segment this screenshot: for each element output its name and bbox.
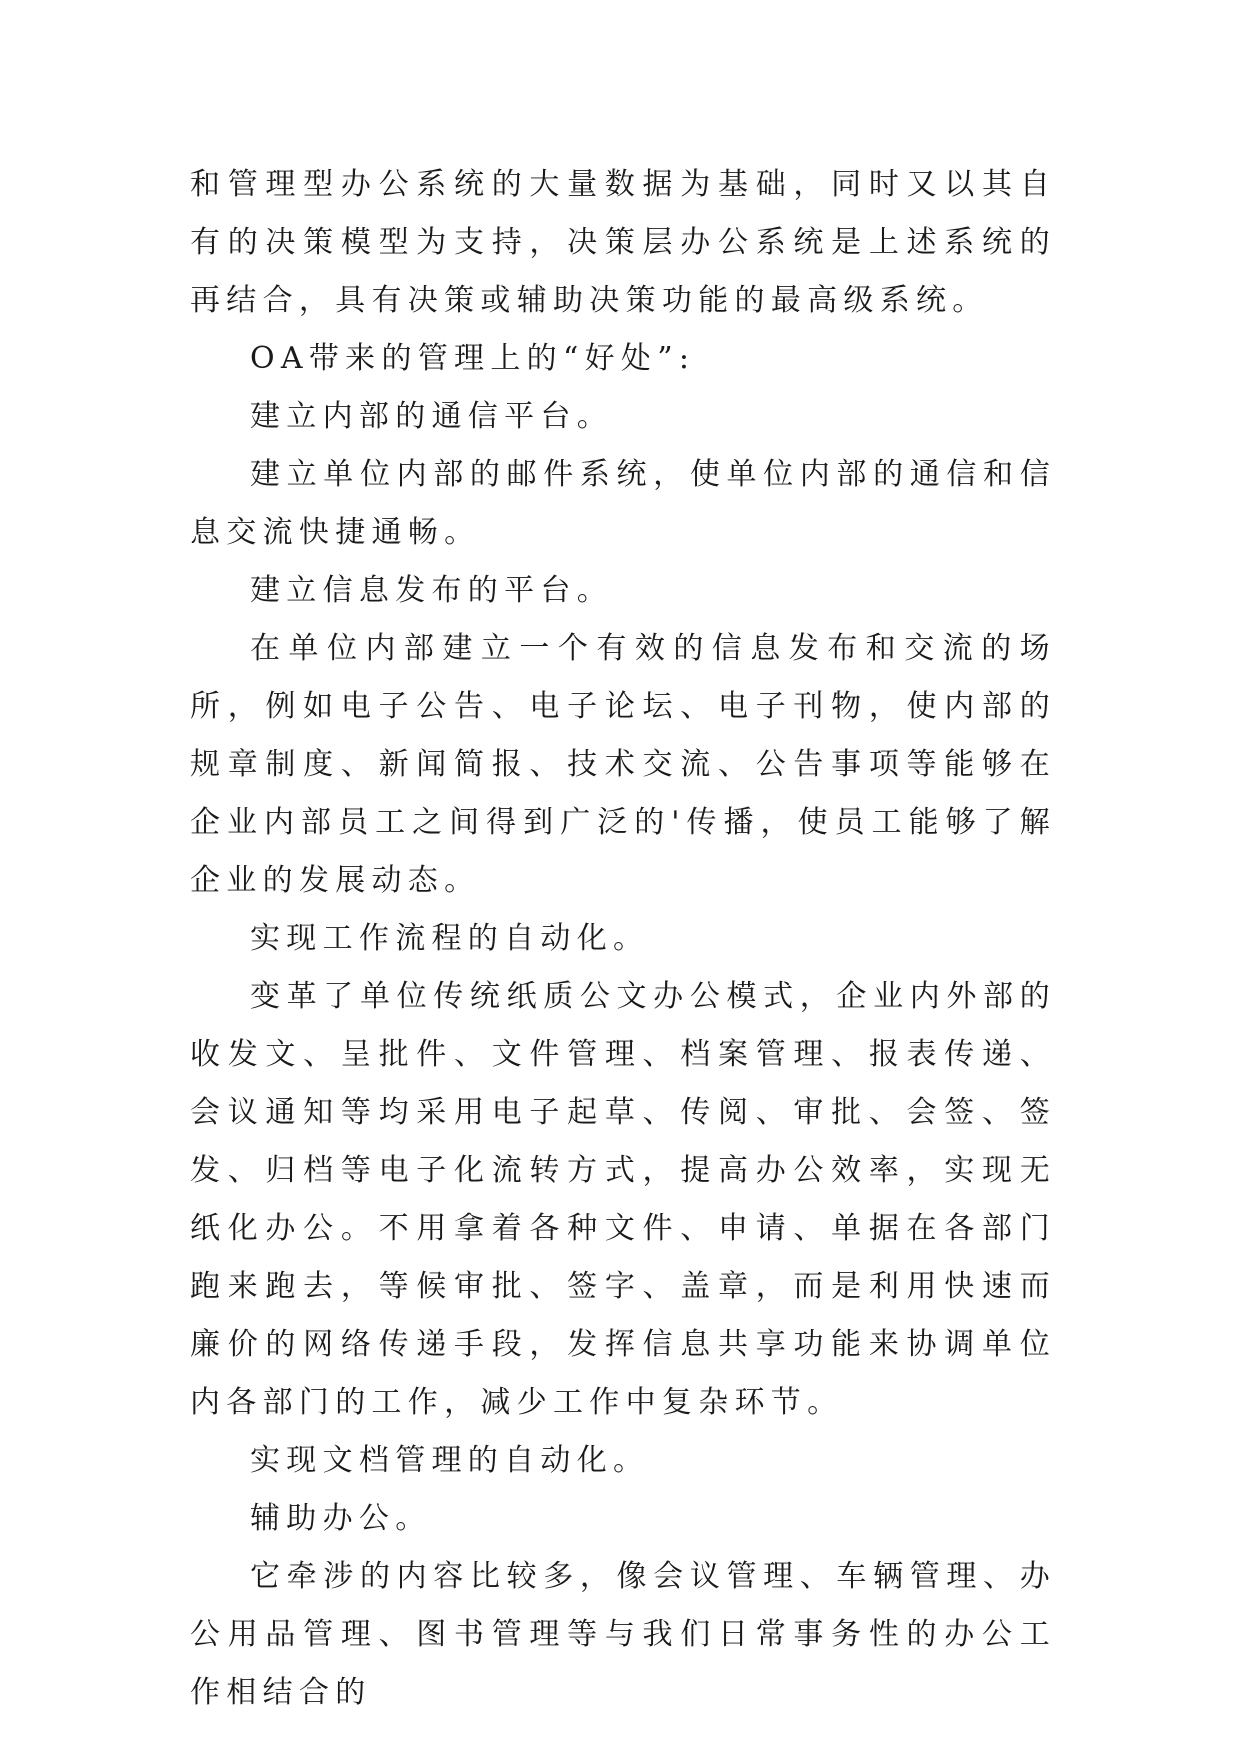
paragraph-assisted-office: 辅助办公。 [250, 1501, 432, 1536]
paragraph-decision-system: 和管理型办公系统的大量数据为基础，同时又以其自有的决策模型为支持，决策层办公系统是上述系统的再结合，具有决策或辅助决策功能的最高级系统。 [190, 167, 1056, 318]
paragraph-communication-platform: 建立内部的通信平台。 [250, 399, 613, 434]
paragraph-info-release-platform: 建立信息发布的平台。 [250, 573, 613, 608]
paragraph-document-automation: 实现文档管理的自动化。 [250, 1443, 650, 1478]
paragraph-assisted-office-detail: 它牵涉的内容比较多，像会议管理、车辆管理、办公用品管理、图书管理等与我们日常事务性的办公工作相结合的 [190, 1559, 1056, 1710]
paragraph-oa-benefits-heading: OA带来的管理上的“好处”: [250, 341, 696, 376]
paragraph-mail-system: 建立单位内部的邮件系统，使单位内部的通信和信息交流快捷通畅。 [190, 457, 1056, 550]
paragraph-info-release-detail: 在单位内部建立一个有效的信息发布和交流的场所，例如电子公告、电子论坛、电子刊物，使内部的规章制度、新闻简报、技术交流、公告事项等能够在企业内部员工之间得到广泛的'传播，使员工能够了解企业的发展动态。 [190, 631, 1056, 898]
paragraph-workflow-detail: 变革了单位传统纸质公文办公模式，企业内外部的收发文、呈批件、文件管理、档案管理、报表传递、会议通知等均采用电子起草、传阅、审批、会签、签发、归档等电子化流转方式，提高办公效率，实现无纸化办公。不用拿着各种文件、申请、单据在各部门跑来跑去，等候审批、签字、盖章，而是利用快速而廉价的网络传递手段，发挥信息共享功能来协调单位内各部门的工作，减少工作中复杂环节。 [190, 979, 1056, 1420]
paragraph-workflow-automation: 实现工作流程的自动化。 [250, 921, 650, 956]
document-body [190, 156, 1056, 1722]
